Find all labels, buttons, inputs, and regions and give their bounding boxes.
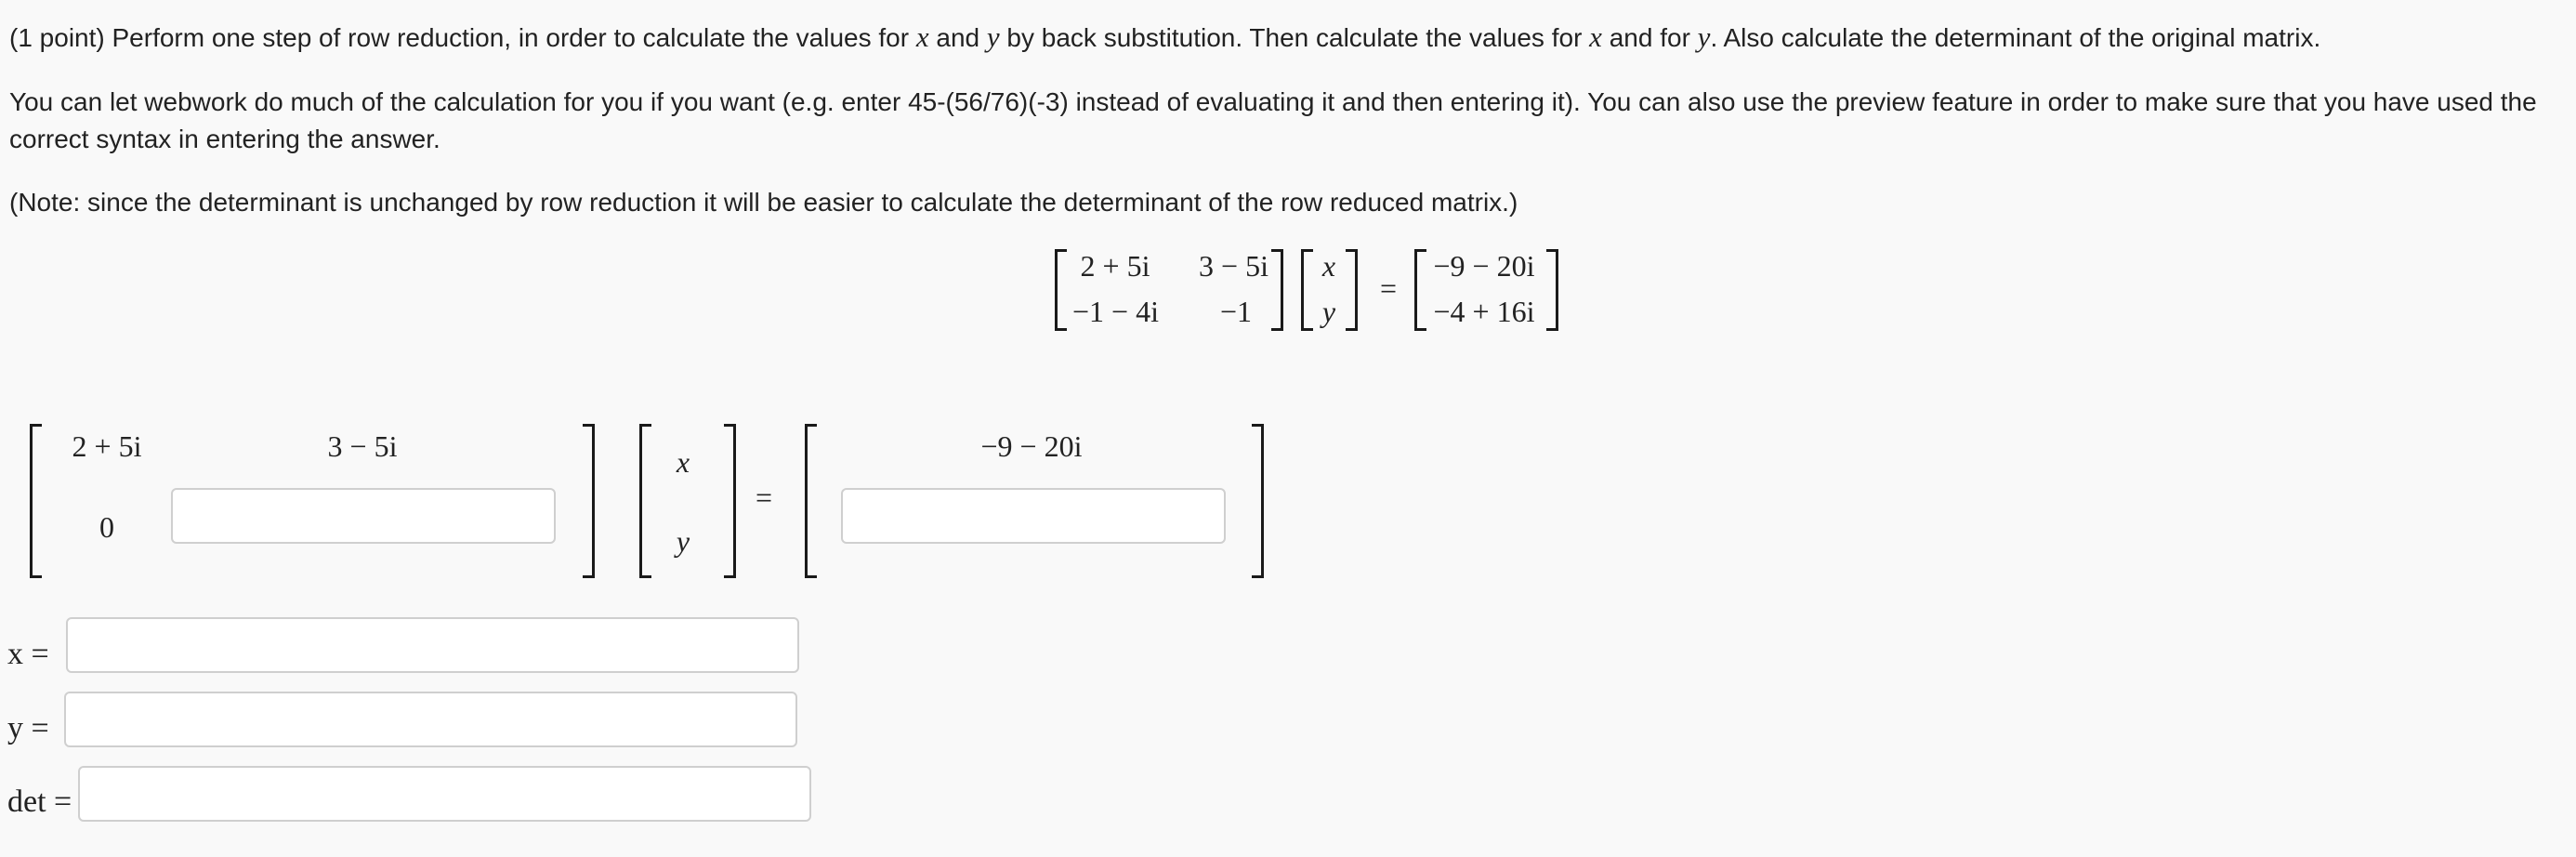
vector-var-x: x (1321, 249, 1336, 283)
vector-var-x: x (676, 445, 690, 479)
rhs-right-bracket (1546, 249, 1558, 331)
det-answer-input[interactable] (78, 766, 811, 822)
matrix-entry: 0 (99, 510, 114, 544)
det-answer-label: det = (7, 784, 72, 819)
equals-sign: = (755, 481, 773, 514)
matrix-right-bracket (583, 424, 595, 578)
rhs-right-bracket (1252, 424, 1264, 578)
vector-right-bracket (1346, 249, 1358, 331)
equals-sign: = (1379, 271, 1398, 305)
x-answer-label: x = (7, 637, 49, 671)
rhs-entry: −9 − 20i (980, 429, 1083, 463)
matrix-right-bracket (1271, 249, 1283, 331)
problem-text-post: . Also calculate the determinant of the original matrix. (1710, 23, 2321, 52)
reduced-b2-input[interactable] (841, 488, 1226, 544)
vector-var-y: y (676, 524, 690, 558)
y-answer-input[interactable] (64, 692, 797, 747)
instruction-text: You can let webwork do much of the calculation for you if you want (e.g. enter 45-(56/76)(-3) instead of evaluating it and then entering it). You can also use the preview feature in order to make sure that you have used the correct syntax in entering the answer. (9, 87, 2537, 153)
math-var-y: y (1697, 20, 1711, 53)
matrix-left-bracket (30, 424, 42, 578)
matrix-entry: −1 (1219, 295, 1253, 328)
problem-statement (9, 19, 2569, 57)
rhs-entry: −9 − 20i (1433, 249, 1535, 283)
problem-text-mid1: and (928, 23, 987, 52)
problem-text-pre: (1 point) Perform one step of row reduction, in order to calculate the values for (9, 23, 916, 52)
note-text: (Note: since the determinant is unchanged by row reduction it will be easier to calculate the determinant of the row reduced matrix.) (9, 188, 1518, 217)
reduced-a22-input[interactable] (171, 488, 556, 544)
matrix-entry: −1 − 4i (1072, 295, 1159, 328)
math-var-y: y (986, 20, 1000, 53)
y-answer-label: y = (7, 711, 49, 745)
matrix-entry: 3 − 5i (327, 429, 398, 463)
vector-right-bracket (724, 424, 736, 578)
rhs-left-bracket (805, 424, 817, 578)
problem-text-mid3: and for (1601, 23, 1698, 52)
matrix-entry: 2 + 5i (72, 429, 142, 463)
rhs-entry: −4 + 16i (1433, 295, 1535, 328)
problem-text-mid2: by back substitution. Then calculate the values for (999, 23, 1590, 52)
x-answer-input[interactable] (66, 617, 799, 673)
matrix-entry: 2 + 5i (1080, 249, 1150, 283)
vector-var-y: y (1321, 295, 1336, 328)
vector-left-bracket (639, 424, 651, 578)
matrix-entry: 3 − 5i (1199, 249, 1268, 283)
math-var-x: x (915, 20, 929, 53)
math-var-x: x (1589, 20, 1602, 53)
